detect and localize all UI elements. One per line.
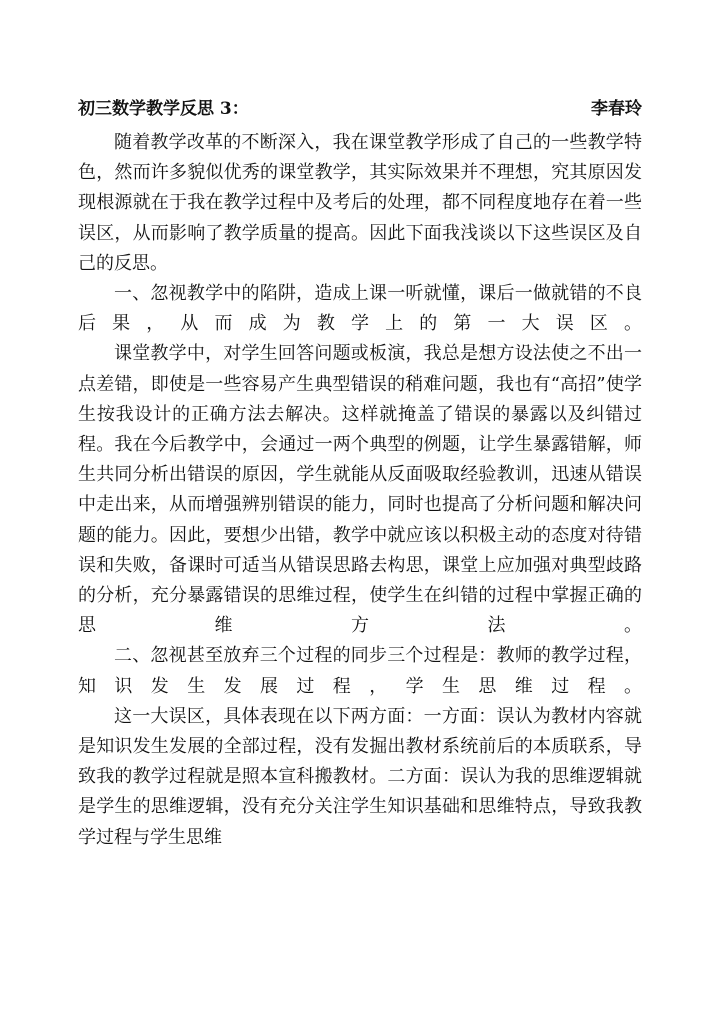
paragraph-section-1: 课堂教学中，对学生回答问题或板演，我总是想方设法使之不出一点差错，即使是一些容易产生典型错误的稍难问题，我也有“高招”使学生按我设计的正确方法去解决。这样就掩盖了错误的暴露以及纠错过程。我在今后教学中，会通过一两个典型的例题，让学生暴露错解，师生共同分析出错误的原因，学生就能从反面吸取经验教训，迅速从错误中走出来，从而增强辨别错误的能力，同时也提高了分析问题和解决问题的能力。因此，要想少出错，教学中就应该以积极主动的态度对待错误和失败，备课时可适当从错误思路去构思，课堂上应加强对典型歧路的分析，充分暴露错误的思维过程，使学生在纠错的过程中掌握正确的思维方法。 [78,343,642,637]
document-header [78,94,642,118]
section-heading-1: 一、忽视教学中的陷阱，造成上课一听就懂，课后一做就错的不良后果，从而成为教学上的第一大误区。 [78,283,642,335]
paragraph-intro: 随着教学改革的不断深入，我在课堂教学形成了自己的一些教学特色，然而许多貌似优秀的课堂教学，其实际效果并不理想，究其原因发现根源就在于我在教学过程中及考后的处理，都不同程度地存在着一些误区，从而影响了教学质量的提高。因此下面我浅谈以下这些误区及自己的反思。 [78,132,642,274]
document-title: 初三数学教学反思 3： [78,98,249,119]
document-body [78,128,642,853]
section-heading-2: 二、忽视甚至放弃三个过程的同步三个过程是：教师的教学过程，知识发生发展过程，学生思维过程。 [78,645,642,697]
paragraph-section-2: 这一大误区，具体表现在以下两方面：一方面：误认为教材内容就是知识发生发展的全部过程，没有发掘出教材系统前后的本质联系，导致我的教学过程就是照本宣科搬教材。二方面：误认为我的思维逻辑就是学生的思维逻辑，没有充分关注学生知识基础和思维特点，导致我教学过程与学生思维 [78,705,642,848]
author-name: 李春玲 [591,98,642,119]
